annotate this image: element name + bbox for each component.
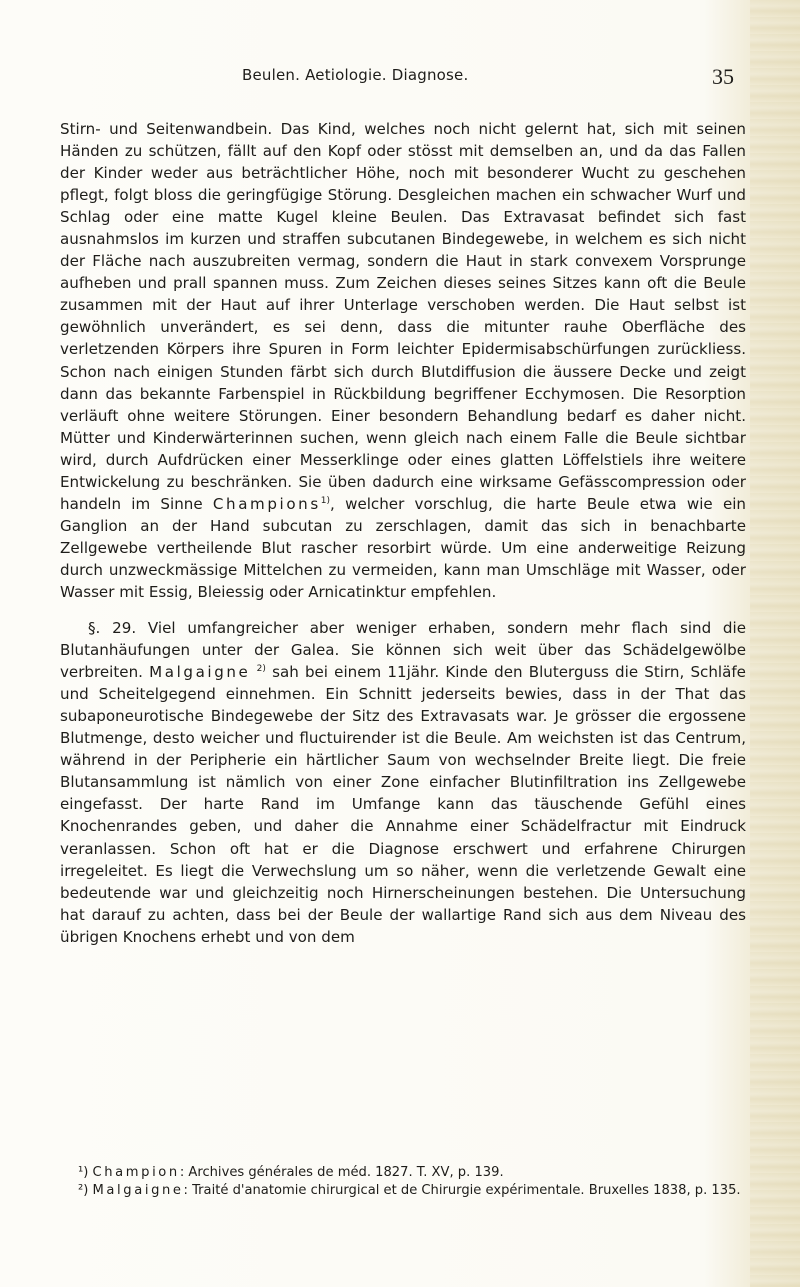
- footnote-1: ¹) Champion: Archives générales de méd. 1827. T. XV, p. 139.: [78, 1165, 504, 1180]
- footnote-ref: 1): [320, 495, 331, 506]
- running-title: Beulen. Aetiologie. Diagnose.: [242, 66, 469, 84]
- author-name: Champions: [212, 494, 321, 513]
- paragraph-1: Stirn- und Seitenwandbein. Das Kind, welches noch nicht gelernt hat, sich mit seinen Händen zu schützen, fällt auf den Kopf oder stösst mit demselben an, und da das Fallen der Kinder weder aus beträchtlicher Höhe, noch mit besonderer Wucht zu geschehen pflegt, folgt bloss die geringfügige Störung. Desgleichen machen ein schwacher Wurf und Schlag oder eine matte Kugel kleine Beulen. Das Extravasat befindet sich fast ausnahmslos im kurzen und straffen subcutanen Bindegewebe, in welchem es sich nicht der Fläche nach auszubreiten vermag, sondern die Haut in stark convexem Vorsprunge aufheben und prall spannen muss. Zum Zeichen dieses seines Sitzes kann oft die Beule zusammen mit der Haut auf ihrer Unterlage verschoben werden. Die Haut selbst ist gewöhnlich unverändert, es sei denn, dass die mitunter rauhe Oberfläche des verletzenden Körpers ihre Spuren in Form leichter Epidermisabschürfungen zurückliess. Schon nach einigen Stunden färbt sich durch Blutdiffusion die äussere Decke und zeigt dann das bekannte Farbenspiel in Rückbildung begriffener Ecchymosen. Die Resorption verläuft ohne weitere Störungen. Einer besondern Behandlung bedarf es daher nicht. Mütter und Kinderwärterinnen suchen, wenn gleich nach einem Falle die Beule sichtbar wird, durch Aufdrücken einer Messerklinge oder eines glatten Löffelstiels ihre weitere Entwickelung zu beschränken. Sie üben dadurch eine wirksame Gefässcompression oder handeln im Sinne Champions$^{1)}$, welcher vorschlug, die harte Beule etwa wie ein Ganglion an der Hand subcutan zu zerschlagen, damit das sich in benachbarte Zellgewebe vertheilende Blut rascher resorbirt würde. Um eine anderweitige Reizung durch unzweckmässige Mittelchen zu vermeiden, kann man Umschläge mit Wasser, oder Wasser mit Essig, Bleiessig oder Arnicatinktur empfehlen.: [60, 120, 746, 601]
- footnote-author: Malgaigne: [92, 1183, 184, 1198]
- page-edge-stain: [750, 0, 800, 1287]
- paragraph-2: §. 29. Viel umfangreicher aber weniger erhaben, sondern mehr flach sind die Blutanhäufungen unter der Galea. Sie können sich weit über das Schädelgewölbe verbreiten. Malgaigne $^{2)}$ sah bei einem 11jähr. Kinde den Bluterguss die Stirn, Schläfe und Scheitelgegend einnehmen. Ein Schnitt jederseits bewies, dass in der That das subaponeurotische Bindegewebe der Sitz des Extravasats war. Je grösser die ergossene Blutmenge, desto weicher und fluctuirender ist die Beule. Am weichsten ist das Centrum, während in der Peripherie ein härtlicher Saum von wechselnder Breite liegt. Die freie Blutansammlung ist nämlich von einer Zone einfacher Blutinfiltration ins Zellgewebe eingefasst. Der harte Rand im Umfange kann das täuschende Gefühl eines Knochenrandes geben, und daher die Annahme einer Schädelfractur mit Eindruck veranlassen. Schon oft hat er die Diagnose erschwert und erfahrene Chirurgen irregeleitet. Es liegt die Verwechslung um so näher, wenn die verletzende Gewalt eine bedeutende war und gleichzeitig noch Hirnerscheinungen bestehen. Die Untersuchung hat darauf zu achten, dass bei der Beule der wallartige Rand sich aus dem Niveau des übrigen Knochens erhebt und von dem: [60, 619, 746, 946]
- author-name: Malgaigne: [149, 663, 251, 682]
- footnote-2: ²) Malgaigne: Traité d'anatomie chirurgical et de Chirurgie expérimentale. Bruxelles 1838, p. 135.: [78, 1183, 741, 1198]
- footnote-author: Champion: [92, 1165, 180, 1180]
- page-number: 35: [712, 64, 734, 89]
- running-header: [242, 66, 662, 90]
- footnote-ref: 2): [256, 664, 266, 675]
- main-text: [60, 118, 746, 948]
- footnotes: [60, 1164, 746, 1200]
